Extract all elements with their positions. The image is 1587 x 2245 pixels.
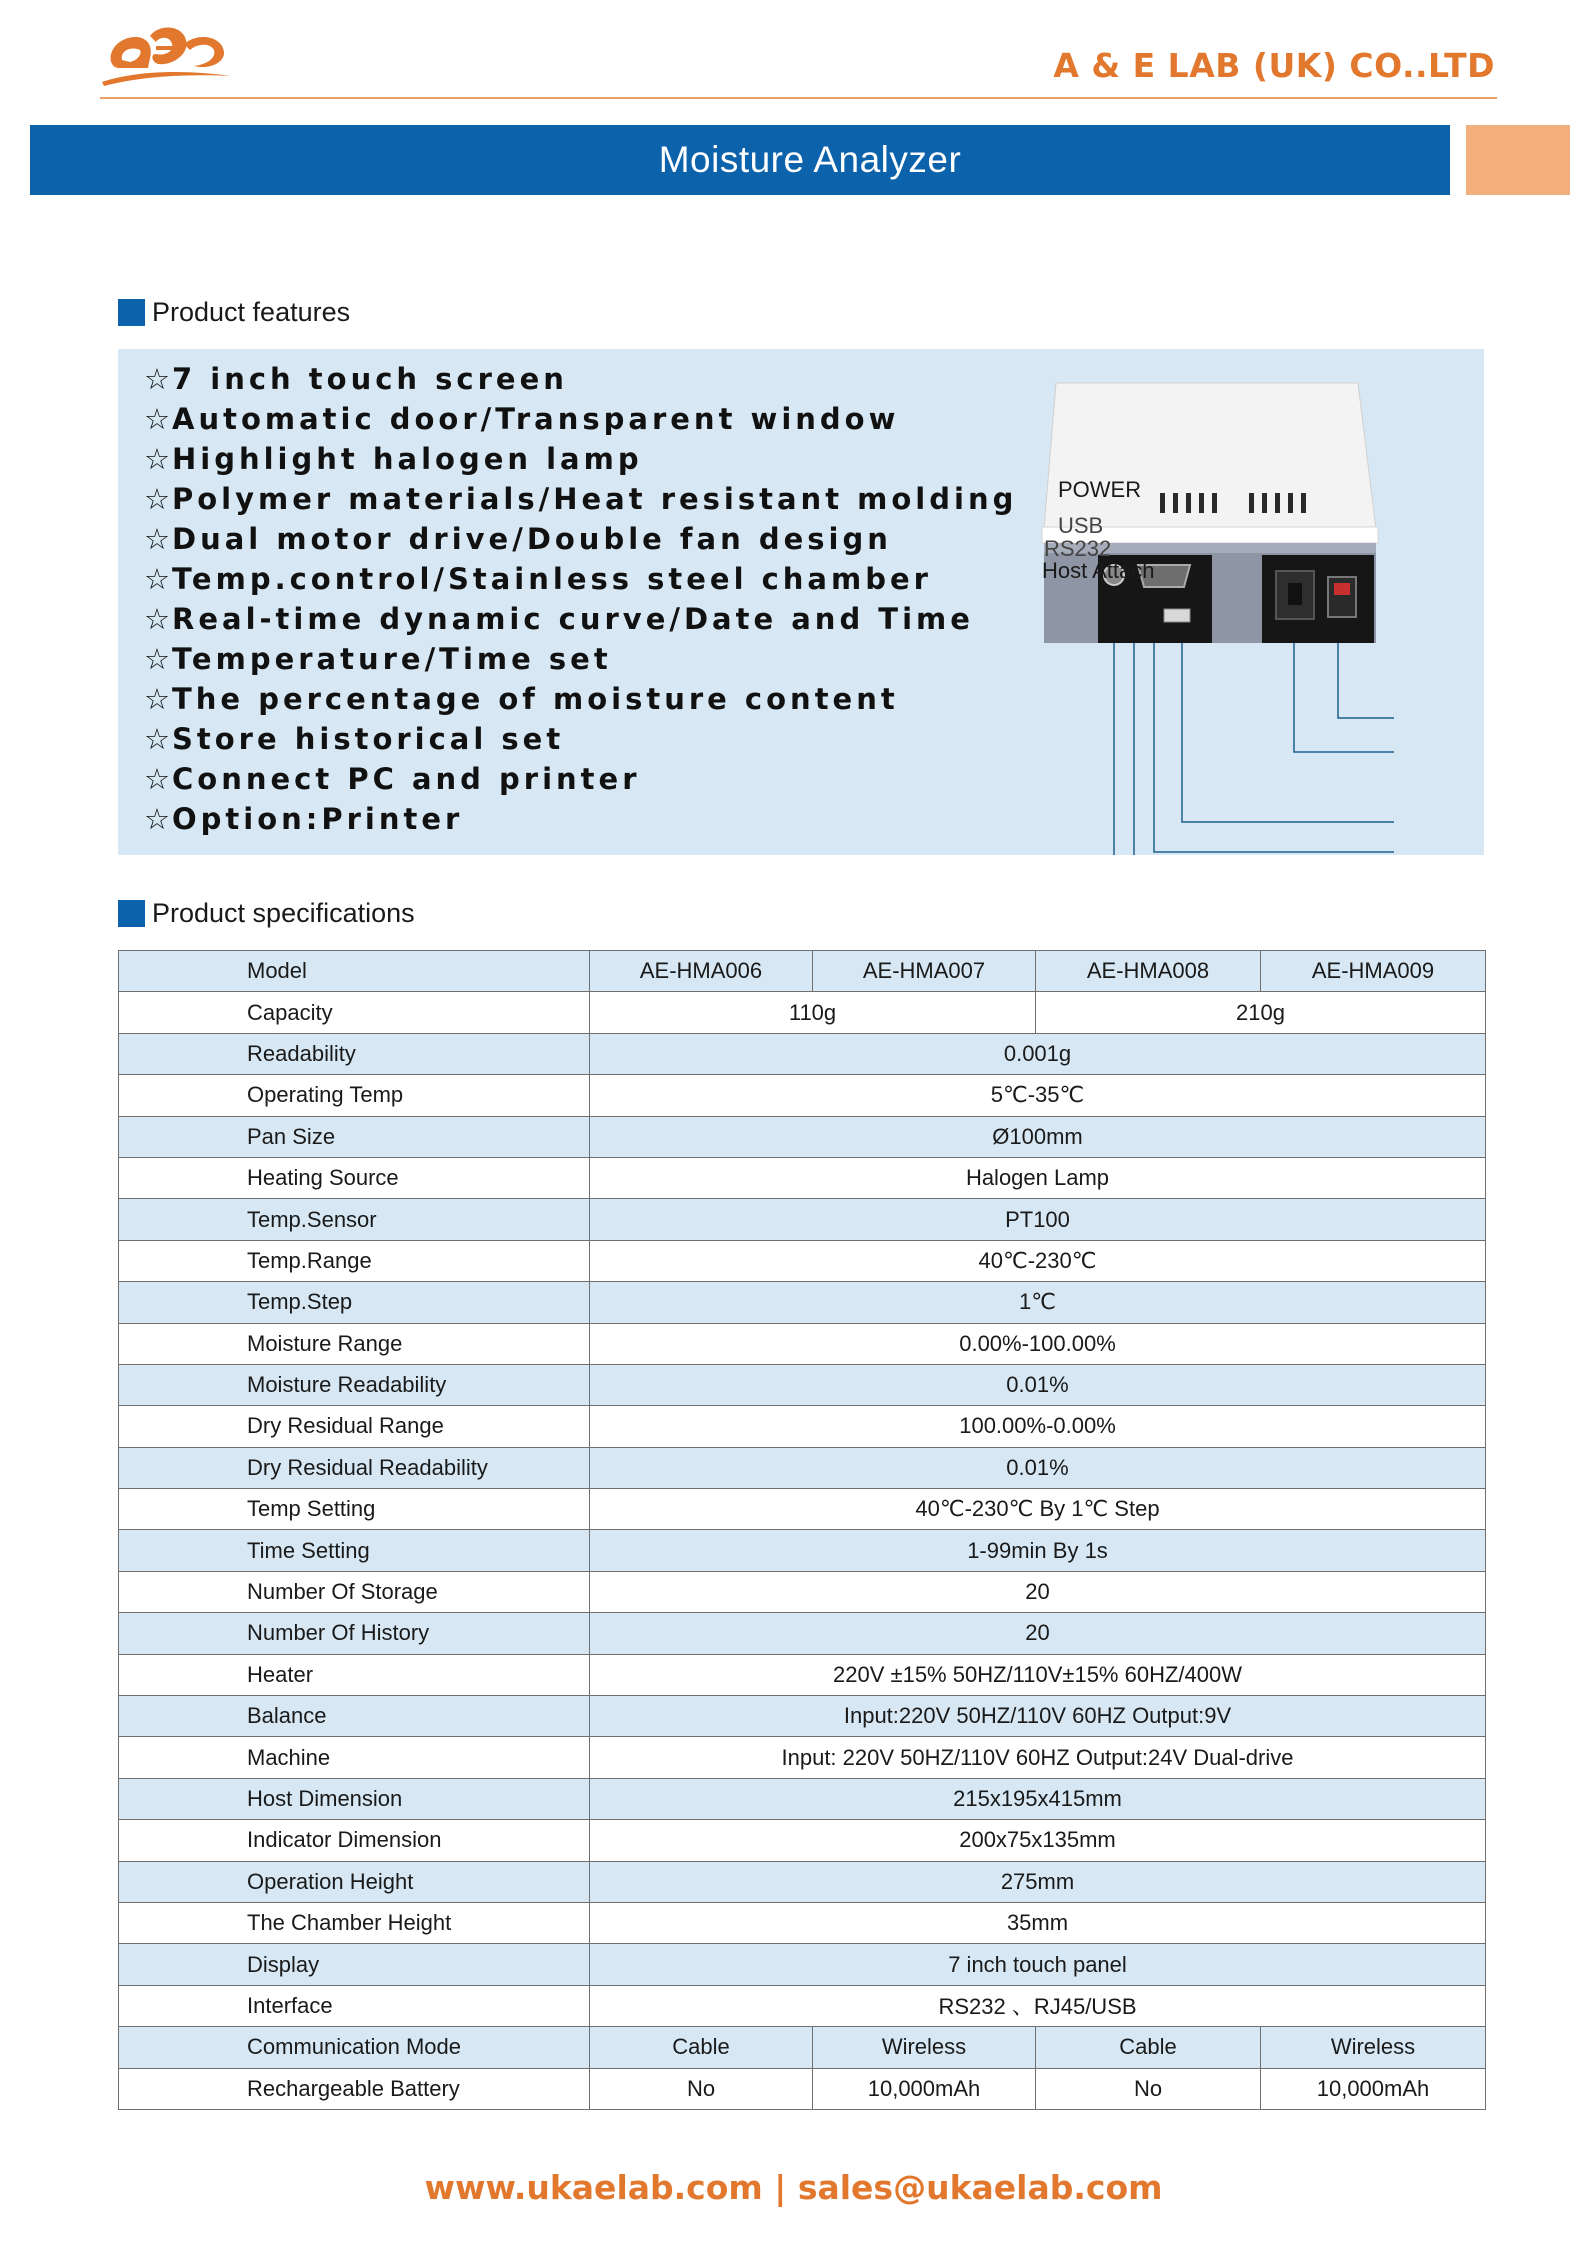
white-star-icon: ☆ xyxy=(144,402,170,436)
row-value: Ø100mm xyxy=(590,1116,1486,1157)
white-star-icon: ☆ xyxy=(144,442,170,476)
table-row-battery xyxy=(119,2068,1486,2109)
section-marker-icon xyxy=(118,900,145,927)
row-label: Number Of History xyxy=(119,1613,590,1654)
row-value: Input: 220V 50HZ/110V 60HZ Output:24V Dual-drive xyxy=(590,1737,1486,1778)
row-label: Moisture Range xyxy=(119,1323,590,1364)
communication-cell: Wireless xyxy=(1261,2027,1486,2068)
row-label: Machine xyxy=(119,1737,590,1778)
table-row xyxy=(119,1240,1486,1281)
table-row xyxy=(119,1323,1486,1364)
rs232-label: RS232 xyxy=(1044,536,1112,561)
communication-cell: Wireless xyxy=(813,2027,1036,2068)
row-value: Halogen Lamp xyxy=(590,1157,1486,1198)
row-value: 200x75x135mm xyxy=(590,1820,1486,1861)
feature-item: ☆The percentage of moisture content xyxy=(144,682,899,716)
white-star-icon: ☆ xyxy=(144,642,170,676)
features-panel xyxy=(118,349,1484,855)
page-title: Moisture Analyzer xyxy=(658,139,962,180)
row-value: 20 xyxy=(590,1571,1486,1612)
company-name: A & E LAB (UK) CO..LTD xyxy=(1053,46,1495,85)
row-value: 35mm xyxy=(590,1902,1486,1943)
feature-item: ☆Option:Printer xyxy=(144,802,464,836)
communication-cell: Cable xyxy=(590,2027,813,2068)
header-divider xyxy=(100,97,1497,99)
features-heading xyxy=(118,297,350,328)
feature-item: ☆Polymer materials/Heat resistant molding xyxy=(144,482,1018,516)
row-value: PT100 xyxy=(590,1199,1486,1240)
usb-label: USB xyxy=(1058,513,1104,538)
row-label: Interface xyxy=(119,1985,590,2026)
row-label: Capacity xyxy=(119,992,590,1033)
row-label: Operation Height xyxy=(119,1861,590,1902)
battery-cell: 10,000mAh xyxy=(1261,2068,1486,2109)
row-value: 100.00%-0.00% xyxy=(590,1406,1486,1447)
feature-item: ☆Real-time dynamic curve/Date and Time xyxy=(144,602,974,636)
feature-item: ☆Connect PC and printer xyxy=(144,762,641,796)
row-value: 0.01% xyxy=(590,1364,1486,1405)
section-marker-icon xyxy=(118,299,145,326)
row-value: 0.01% xyxy=(590,1447,1486,1488)
white-star-icon: ☆ xyxy=(144,522,170,556)
table-row-model xyxy=(119,951,1486,992)
feature-item: ☆Store historical set xyxy=(144,722,565,756)
row-label: Pan Size xyxy=(119,1116,590,1157)
table-row xyxy=(119,1075,1486,1116)
table-row xyxy=(119,1364,1486,1405)
battery-cell: No xyxy=(590,2068,813,2109)
table-row xyxy=(119,1985,1486,2026)
features-heading-text: Product features xyxy=(152,297,351,327)
feature-item: ☆Dual motor drive/Double fan design xyxy=(144,522,892,556)
row-value: 7 inch touch panel xyxy=(590,1944,1486,1985)
row-label: Heating Source xyxy=(119,1157,590,1198)
battery-cell: 10,000mAh xyxy=(813,2068,1036,2109)
table-row xyxy=(119,1820,1486,1861)
table-row xyxy=(119,1613,1486,1654)
specs-heading-text: Product specifications xyxy=(152,898,415,928)
row-value: 5℃-35℃ xyxy=(590,1075,1486,1116)
row-label: Display xyxy=(119,1944,590,1985)
white-star-icon: ☆ xyxy=(144,802,170,836)
row-label: Temp.Sensor xyxy=(119,1199,590,1240)
white-star-icon: ☆ xyxy=(144,682,170,716)
row-value: RS232 、RJ45/USB xyxy=(590,1985,1486,2026)
model-cell: AE-HMA008 xyxy=(1036,951,1261,992)
row-value: 40℃-230℃ By 1℃ Step xyxy=(590,1489,1486,1530)
table-row xyxy=(119,1861,1486,1902)
row-label: Host Dimension xyxy=(119,1778,590,1819)
row-value: 275mm xyxy=(590,1861,1486,1902)
table-row-communication xyxy=(119,2027,1486,2068)
table-row xyxy=(119,1530,1486,1571)
row-label: Dry Residual Readability xyxy=(119,1447,590,1488)
table-row xyxy=(119,1282,1486,1323)
title-bar xyxy=(30,125,1450,195)
row-value: 220V ±15% 50HZ/110V±15% 60HZ/400W xyxy=(590,1654,1486,1695)
table-row xyxy=(119,1696,1486,1737)
row-value: 40℃-230℃ xyxy=(590,1240,1486,1281)
model-cell: AE-HMA006 xyxy=(590,951,813,992)
table-row xyxy=(119,1778,1486,1819)
table-row-capacity xyxy=(119,992,1486,1033)
feature-item: ☆Highlight halogen lamp xyxy=(144,442,643,476)
row-label: Time Setting xyxy=(119,1530,590,1571)
table-row xyxy=(119,1157,1486,1198)
device-rear-panel-illustration xyxy=(1014,369,1484,855)
title-accent-block xyxy=(1466,125,1570,195)
row-label: Indicator Dimension xyxy=(119,1820,590,1861)
feature-item: ☆7 inch touch screen xyxy=(144,362,568,396)
battery-cell: No xyxy=(1036,2068,1261,2109)
row-label: Readability xyxy=(119,1033,590,1074)
row-label: Temp.Range xyxy=(119,1240,590,1281)
specs-heading xyxy=(118,898,415,929)
row-label: Rechargeable Battery xyxy=(119,2068,590,2109)
feature-item: ☆Automatic door/Transparent window xyxy=(144,402,900,436)
capacity-cell: 210g xyxy=(1036,992,1486,1033)
power-label: POWER xyxy=(1058,477,1142,502)
row-label: Operating Temp xyxy=(119,1075,590,1116)
table-row xyxy=(119,1944,1486,1985)
table-row xyxy=(119,1902,1486,1943)
row-label: Number Of Storage xyxy=(119,1571,590,1612)
row-label: Communication Mode xyxy=(119,2027,590,2068)
communication-cell: Cable xyxy=(1036,2027,1261,2068)
ae-logo-icon xyxy=(98,14,233,90)
white-star-icon: ☆ xyxy=(144,602,170,636)
row-value: 215x195x415mm xyxy=(590,1778,1486,1819)
table-row xyxy=(119,1571,1486,1612)
row-value: 1℃ xyxy=(590,1282,1486,1323)
capacity-cell: 110g xyxy=(590,992,1036,1033)
row-value: Input:220V 50HZ/110V 60HZ Output:9V xyxy=(590,1696,1486,1737)
row-label: Model xyxy=(119,951,590,992)
feature-item: ☆Temp.control/Stainless steel chamber xyxy=(144,562,932,596)
table-row xyxy=(119,1489,1486,1530)
row-label: Heater xyxy=(119,1654,590,1695)
row-value: 0.001g xyxy=(590,1033,1486,1074)
white-star-icon: ☆ xyxy=(144,362,170,396)
row-label: Moisture Readability xyxy=(119,1364,590,1405)
row-label: Temp Setting xyxy=(119,1489,590,1530)
white-star-icon: ☆ xyxy=(144,482,170,516)
spec-table xyxy=(118,950,1486,2110)
table-row xyxy=(119,1654,1486,1695)
row-label: The Chamber Height xyxy=(119,1902,590,1943)
table-row xyxy=(119,1406,1486,1447)
host-attach-label: Host Attach xyxy=(1042,558,1155,583)
row-value: 20 xyxy=(590,1613,1486,1654)
feature-list xyxy=(144,359,1017,839)
row-value: 1-99min By 1s xyxy=(590,1530,1486,1571)
feature-item: ☆Temperature/Time set xyxy=(144,642,612,676)
footer-contact: www.ukaelab.com | sales@ukaelab.com xyxy=(424,2168,1163,2207)
model-cell: AE-HMA007 xyxy=(813,951,1036,992)
white-star-icon: ☆ xyxy=(144,762,170,796)
row-label: Temp.Step xyxy=(119,1282,590,1323)
table-row xyxy=(119,1116,1486,1157)
table-row xyxy=(119,1033,1486,1074)
row-label: Balance xyxy=(119,1696,590,1737)
row-label: Dry Residual Range xyxy=(119,1406,590,1447)
table-row xyxy=(119,1737,1486,1778)
table-row xyxy=(119,1199,1486,1240)
model-cell: AE-HMA009 xyxy=(1261,951,1486,992)
white-star-icon: ☆ xyxy=(144,722,170,756)
table-row xyxy=(119,1447,1486,1488)
white-star-icon: ☆ xyxy=(144,562,170,596)
row-value: 0.00%-100.00% xyxy=(590,1323,1486,1364)
